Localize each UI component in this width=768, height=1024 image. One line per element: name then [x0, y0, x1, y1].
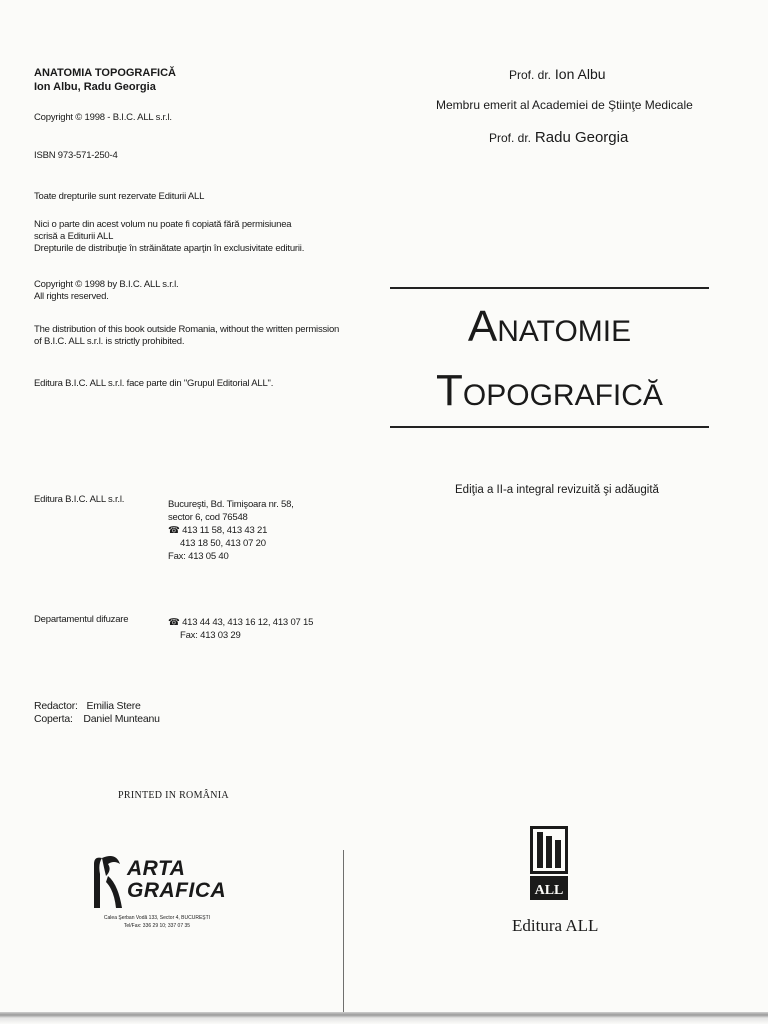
page-fold	[343, 850, 344, 1020]
title-line1-rest: NATOMIE	[497, 315, 632, 348]
edition-note: Ediţia a II-a integral revizuită şi adăugită	[455, 484, 659, 496]
cover-credit	[34, 713, 160, 726]
group-note: Editura B.I.C. ALL s.r.l. face parte din "Grupul Editorial ALL".	[34, 378, 274, 389]
rights-notice-line: Drepturile de distribuţie în străinătate aparţin în exclusivitate editurii.	[34, 243, 305, 254]
author1	[509, 66, 606, 82]
title-line2-rest: OPOGRAFICĂ	[462, 379, 663, 412]
publisher-address	[168, 498, 294, 563]
dept-label: Departamentul difuzare	[34, 614, 129, 625]
copyright-english	[34, 279, 178, 303]
book-title-short	[34, 66, 176, 94]
publisher-label: Editura B.I.C. ALL s.r.l.	[34, 494, 125, 505]
copyright-english-line: Copyright © 1998 by B.I.C. ALL s.r.l.	[34, 279, 179, 290]
author1-name: Ion Albu	[554, 66, 606, 82]
editor-credit	[34, 700, 160, 713]
copyright-english-line: All rights reserved.	[34, 291, 109, 302]
isbn: ISBN 973-571-250-4	[34, 150, 118, 161]
author1-prefix: Prof. dr.	[509, 68, 552, 82]
cover-name: Daniel Munteanu	[83, 713, 160, 725]
rights-notice	[34, 219, 304, 255]
editor-label: Redactor:	[34, 700, 78, 712]
dept-contact	[168, 616, 313, 642]
author2-name: Radu Georgia	[534, 129, 629, 146]
rights-reserved: Toate drepturile sunt rezervate Editurii ALL	[34, 191, 205, 202]
main-title-line1	[390, 302, 709, 352]
printer-address-line: Calea Şerban Vodă 133, Sector 4, BUCUREŞTI	[103, 915, 211, 921]
fax-line: Fax: 413 05 40	[168, 551, 229, 562]
printer-name-line1: ARTA	[127, 857, 186, 880]
author2-prefix: Prof. dr.	[489, 131, 532, 145]
copyright-line: Copyright © 1998 - B.I.C. ALL s.r.l.	[34, 112, 172, 123]
main-title-line2	[390, 366, 709, 416]
logo-text: ALL	[534, 883, 564, 898]
scan-edge	[0, 1012, 768, 1024]
dept-fax: Fax: 413 03 29	[180, 630, 241, 641]
rights-notice-line: Nici o parte din acest volum nu poate fi copiată fără permisiunea	[34, 219, 292, 230]
book-authors: Ion Albu, Radu Georgia	[34, 81, 156, 93]
distribution-line: The distribution of this book outside Romania, without the written permission	[34, 324, 340, 335]
printer-address	[92, 914, 222, 930]
address-line: sector 6, cod 76548	[168, 512, 248, 523]
title-line2-cap: T	[436, 366, 463, 415]
cover-label: Coperta:	[34, 713, 73, 725]
editor-name: Emilia Stere	[86, 700, 141, 712]
dept-phone: ☎ 413 44 43, 413 16 12, 413 07 15	[168, 617, 314, 628]
printer-name	[127, 858, 226, 902]
printed-in-romania: PRINTED IN ROMÂNIA	[118, 790, 229, 801]
rights-notice-line: scrisă a Editurii ALL	[34, 231, 114, 242]
arta-grafica-logo-icon	[88, 850, 128, 910]
phone-line: ☎ 413 11 58, 413 43 21	[168, 525, 268, 536]
author1-note: Membru emerit al Academiei de Ştiinţe Medicale	[436, 98, 693, 112]
distribution-notice	[34, 324, 339, 348]
distribution-line: of B.I.C. ALL s.r.l. is strictly prohibited.	[34, 336, 185, 347]
address-line: Bucureşti, Bd. Timişoara nr. 58,	[168, 499, 294, 510]
phone-line: 413 18 50, 413 07 20	[180, 538, 266, 549]
title-rule-top	[390, 287, 709, 289]
credits	[34, 700, 160, 726]
publisher-name: Editura ALL	[512, 916, 599, 935]
author2	[489, 129, 628, 146]
publisher-logo-icon	[530, 826, 568, 900]
title-line1-cap: A	[467, 302, 498, 351]
printer-name-line2: GRAFICA	[127, 879, 227, 902]
printer-address-line: Tel/Fax: 336 29 10; 337 07 35	[123, 923, 191, 929]
book-title: ANATOMIA TOPOGRAFICĂ	[34, 67, 176, 79]
title-rule-bottom	[390, 426, 709, 428]
